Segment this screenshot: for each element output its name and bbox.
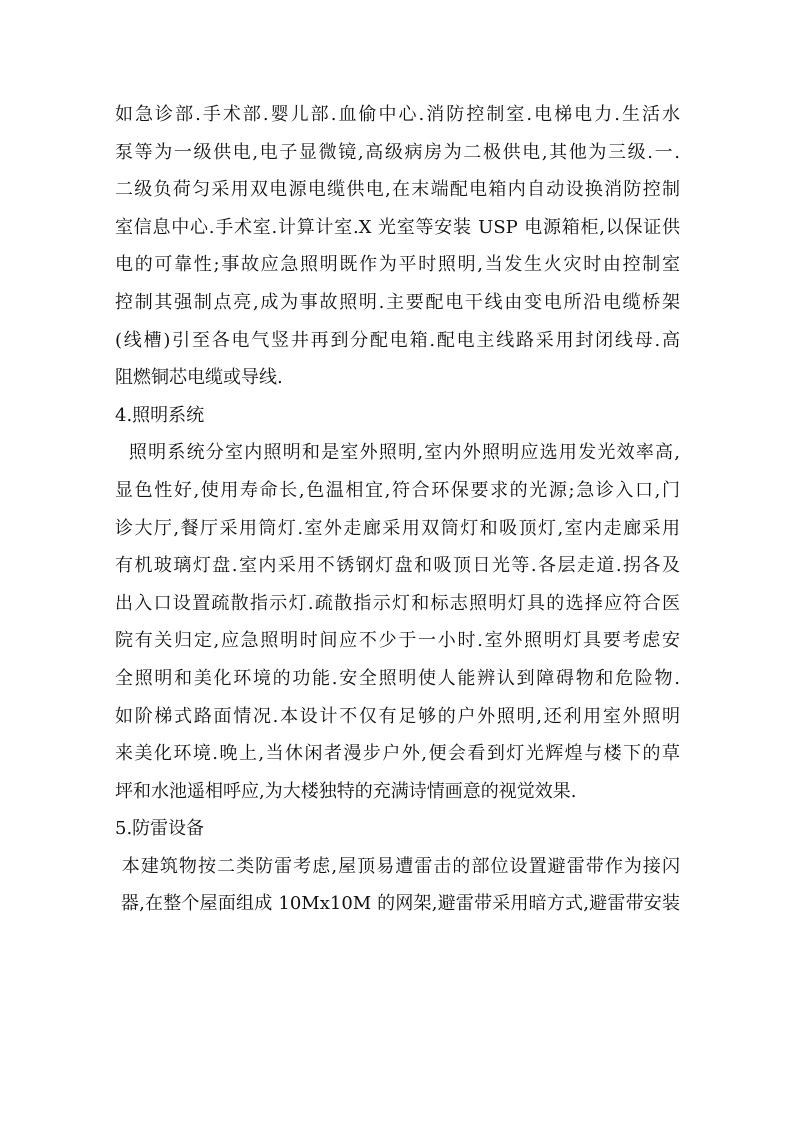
- body-line: 有机玻璃灯盘.室内采用不锈钢灯盘和吸顶日光等.各层走道.拐各及: [115, 555, 680, 577]
- body-line: 电的可靠性;事故应急照明既作为平时照明,当发生火灾时由控制室: [115, 254, 680, 276]
- body-line: 诊大厅,餐厅采用筒灯.室外走廊采用双筒灯和吸顶灯,室内走廊采用: [115, 517, 680, 539]
- body-line: 器,在整个屋面组成 10Mx10M 的网架,避雷带采用暗方式,避雷带安装: [115, 893, 680, 915]
- body-line: 照明系统分室内照明和是室外照明,室内外照明应选用发光效率高,: [115, 442, 680, 464]
- body-line: 控制其强制点亮,成为事故照明.主要配电干线由变电所沿电缆桥架: [115, 291, 680, 313]
- body-line: 来美化环境.晚上,当休闲者漫步户外,便会看到灯光辉煌与楼下的草: [115, 743, 680, 765]
- body-line: 阻燃铜芯电缆或导线.: [115, 367, 283, 389]
- body-line: 院有关归定,应急照明时间应不少于一小时.室外照明灯具要考虑安: [115, 630, 680, 652]
- document-body: [115, 96, 680, 923]
- body-line: 本建筑物按二类防雷考虑,屋顶易遭雷击的部位设置避雷带作为接闪: [115, 855, 680, 877]
- body-line: 室信息中心.手术室.计算计室.X 光室等安装 USP 电源箱柜,以保证供: [115, 216, 680, 238]
- body-line: 泵等为一级供电,电子显微镜,高级病房为二极供电,其他为三级.一.: [115, 141, 680, 163]
- body-line: 如阶梯式路面情况.本设计不仅有足够的户外照明,还利用室外照明: [115, 705, 680, 727]
- body-line: 出入口设置疏散指示灯.疏散指示灯和标志照明灯具的选择应符合医: [115, 592, 680, 614]
- section-heading: 4.照明系统: [115, 404, 205, 426]
- body-line: (线槽)引至各电气竖井再到分配电箱.配电主线路采用封闭线母.高: [115, 329, 680, 351]
- body-line: 全照明和美化环境的功能.安全照明使人能辨认到障碍物和危险物.: [115, 667, 680, 689]
- body-line: 显色性好,使用寿命长,色温相宜,符合环保要求的光源;急诊入口,门: [115, 479, 680, 501]
- section-heading: 5.防雷设备: [115, 818, 205, 840]
- body-line: 坪和水池遥相呼应,为大楼独特的充满诗情画意的视觉效果.: [115, 780, 577, 802]
- body-line: 如急诊部.手术部.婴儿部.血偷中心.消防控制室.电梯电力.生活水: [115, 104, 680, 125]
- body-line: 二级负荷匀采用双电源电缆供电,在末端配电箱内自动设换消防控制: [115, 179, 680, 201]
